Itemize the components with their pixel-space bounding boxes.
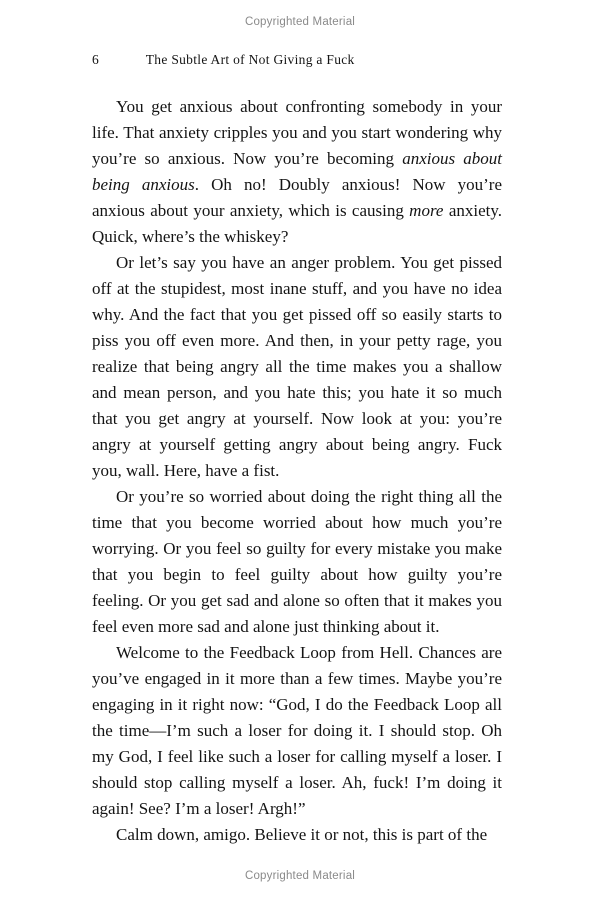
copyright-notice-bottom: Copyrighted Material: [244, 870, 356, 882]
text-run: . Oh no! Doubly anxious! Now you’re anxious about your anxiety, which is causing: [92, 175, 503, 220]
copyright-notice-top: Copyrighted Material: [244, 16, 356, 28]
body-text: [92, 94, 502, 848]
text-run-italic: anxious about being anxious: [92, 149, 502, 194]
paragraph-1: [92, 94, 502, 250]
text-run: anxiety. Quick, where’s the whiskey?: [92, 201, 503, 246]
page-header: [92, 52, 508, 68]
paragraph-4: Welcome to the Feedback Loop from Hell. Chances are you’ve engaged in it more than a few times. Maybe you’re engaging in it right now: “God, I do the Feedback Loop all the time—I’m such a loser for doing it. I should stop. Oh my God, I feel like such a loser for calling myself a loser. I should stop calling myself a loser. Ah, fuck! I’m doing it again! See? I’m a loser! Argh!”: [92, 643, 502, 818]
paragraph-3: Or you’re so worried about doing the right thing all the time that you become worried about how much you’re worrying. Or you feel so guilty for every mistake you make that you begin to feel guilty about how guilty you’re feeling. Or you get sad and alone so often that it makes you feel even more sad and alone just thinking about it.: [92, 487, 502, 636]
paragraph-5: Calm down, amigo. Believe it or not, this is part of the: [116, 825, 488, 844]
text-run: You get anxious about confronting somebody in your life. That anxiety cripples you and you start wondering why you’re so anxious. Now you’re becoming: [92, 97, 502, 168]
page-number: 6: [92, 52, 99, 67]
running-title: The Subtle Art of Not Giving a Fuck: [145, 52, 355, 67]
text-run-italic: more: [409, 201, 444, 220]
paragraph-2: Or let’s say you have an anger problem. You get pissed off at the stupidest, most inane stuff, and you have no idea why. And the fact that you get pissed off so easily starts to piss you off even more. And then, in your petty rage, you realize that being angry all the time makes you a shallow and mean person, and you hate this; you hate it so much that you get angry at yourself. Now look at you: you’re angry at yourself getting angry about being angry. Fuck you, wall. Here, have a fist.: [92, 253, 502, 480]
